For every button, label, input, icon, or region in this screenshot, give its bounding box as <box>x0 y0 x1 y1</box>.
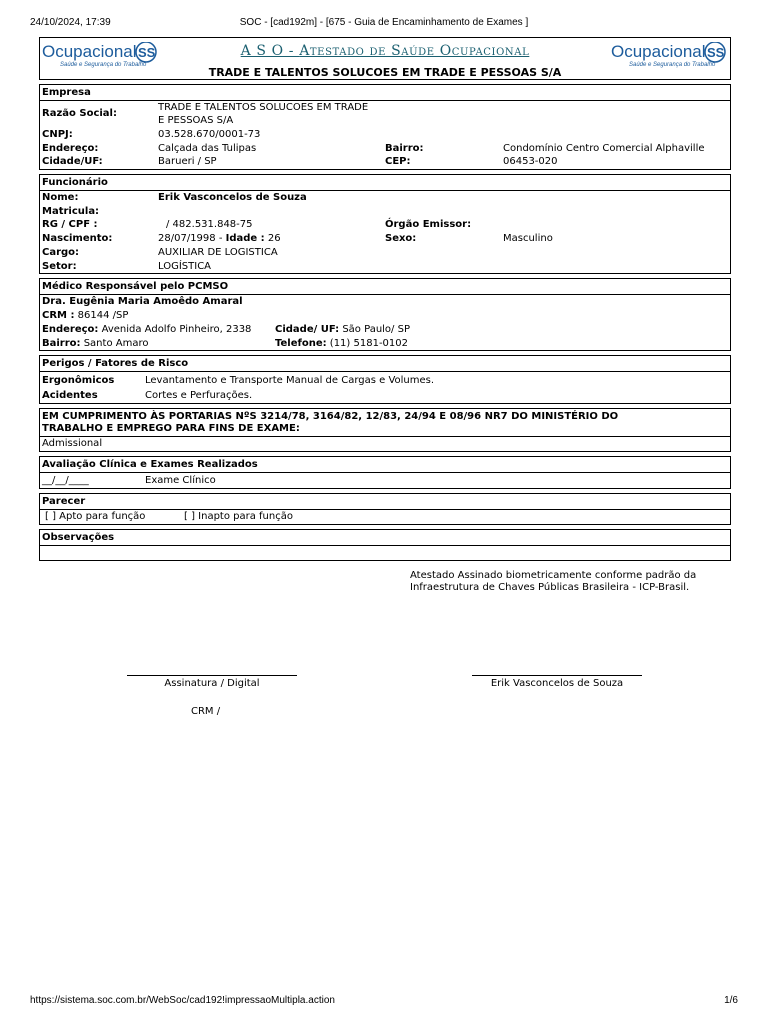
setor-label: Setor: <box>42 260 77 272</box>
crm-value: 86144 /SP <box>74 309 129 321</box>
cargo-value: AUXILIAR DE LOGISTICA <box>158 246 278 258</box>
apto-checkbox[interactable]: [ ] Apto para função <box>45 511 146 523</box>
signature-line-right <box>472 675 642 676</box>
cnpj-label: CNPJ: <box>42 129 73 140</box>
risk-value: Levantamento e Transporte Manual de Cargas e Volumes. <box>145 375 435 387</box>
medico-bairro-label: Bairro: <box>42 337 81 349</box>
medico-bairro <box>42 337 148 351</box>
funcionario-section <box>39 174 731 274</box>
rg-cpf-label: RG / CPF : <box>42 219 98 231</box>
perigos-section <box>39 355 731 404</box>
crm-field <box>42 309 128 323</box>
medico-cidade <box>275 323 410 337</box>
print-header <box>30 17 738 28</box>
risk-label: Ergonômicos <box>42 375 115 387</box>
icp-brasil-note: Atestado Assinado biometricamente conforme padrão da Infraestrutura de Chaves Públicas Brasileira - ICP-Brasil. <box>410 570 697 593</box>
sexo-label: Sexo: <box>385 233 417 245</box>
medico-endereco-value: Avenida Adolfo Pinheiro, 2338 <box>98 323 252 335</box>
medico-telefone-value: (11) 5181-0102 <box>326 337 409 349</box>
document-header <box>39 37 731 80</box>
medico-nome: Dra. Eugênia Maria Amoêdo Amaral <box>42 296 243 308</box>
inapto-checkbox[interactable]: [ ] Inapto para função <box>184 511 293 523</box>
observacoes-field[interactable] <box>40 546 730 560</box>
exam-date: __/__/____ <box>42 475 89 487</box>
medico-endereco-label: Endereço: <box>42 323 99 335</box>
cnpj-value: 03.528.670/0001-73 <box>158 129 261 140</box>
razao-social-label: Razão Social: <box>42 108 117 119</box>
logo-badge: SS <box>707 45 725 60</box>
portarias-section <box>39 408 731 452</box>
medico-cidade-value: São Paulo/ SP <box>339 323 410 335</box>
idade-label: Idade : <box>225 233 265 245</box>
empresa-heading: Empresa <box>40 85 730 101</box>
matricula-label: Matricula: <box>42 205 100 217</box>
medico-section <box>39 278 731 351</box>
nascimento-label: Nascimento: <box>42 233 113 245</box>
medico-telefone <box>275 337 408 351</box>
funcionario-heading: Funcionário <box>40 175 730 191</box>
bairro-value: Condomínio Centro Comercial Alphaville <box>503 142 705 154</box>
nascimento-value: 28/07/1998 - Idade : 26 <box>158 233 281 245</box>
risk-item <box>40 388 730 403</box>
nome-label: Nome: <box>42 192 79 204</box>
endereco-value: Calçada das Tulipas <box>158 142 257 154</box>
risk-item <box>40 373 730 388</box>
avaliacao-section <box>39 456 731 489</box>
bairro-label: Bairro: <box>385 142 424 154</box>
logo-tagline: Saúde e Segurança do Trabalho <box>629 62 716 68</box>
risk-value: Cortes e Perfurações. <box>145 390 253 402</box>
print-url[interactable]: https://sistema.soc.com.br/WebSoc/cad192!impressaoMultipla.action <box>30 995 335 1006</box>
avaliacao-heading: Avaliação Clínica e Exames Realizados <box>40 457 730 473</box>
logo-wordmark: Ocupacional <box>611 42 706 61</box>
portarias-heading: EM CUMPRIMENTO ÀS PORTARIAS NºS 3214/78, 3164/82, 12/83, 24/94 E 08/96 NR7 DO MINISTÉRIO DO TRABALHO E EMPREGO PARA FINS DE EXAME: <box>40 409 730 437</box>
print-title: SOC - [cad192m] - [675 - Guia de Encaminhamento de Exames ] <box>239 17 529 28</box>
razao-social-value: TRADE E TALENTOS SOLUCOES EM TRADE E PESSOAS S/A <box>158 102 369 126</box>
parecer-section <box>39 493 731 525</box>
empresa-section <box>39 84 731 170</box>
page-number: 1/6 <box>724 995 738 1006</box>
crm-label: CRM : <box>42 309 75 321</box>
idade-value: 26 <box>264 233 281 245</box>
parecer-heading: Parecer <box>40 494 730 510</box>
logo-badge: SS <box>138 45 156 60</box>
medico-endereco <box>42 323 251 337</box>
nome-value: Erik Vasconcelos de Souza <box>158 192 307 204</box>
medico-telefone-label: Telefone: <box>275 337 327 349</box>
setor-value: LOGÍSTICA <box>158 260 212 272</box>
observacoes-section <box>39 529 731 561</box>
observacoes-heading: Observações <box>40 530 730 546</box>
medico-cidade-label: Cidade/ UF: <box>275 323 340 335</box>
signature-left-crm: CRM / <box>191 706 221 717</box>
perigos-heading: Perigos / Fatores de Risco <box>40 356 730 372</box>
signature-left-label: Assinatura / Digital <box>164 678 260 689</box>
signature-line-left <box>127 675 297 676</box>
medico-bairro-value: Santo Amaro <box>80 337 149 349</box>
risk-label: Acidentes <box>42 390 98 402</box>
logo-tagline: Saúde e Segurança do Trabalho <box>60 62 147 68</box>
logo-wordmark: Ocupacional <box>42 42 137 61</box>
endereco-label: Endereço: <box>42 142 99 154</box>
cep-value: 06453-020 <box>503 156 558 168</box>
print-datetime: 24/10/2024, 17:39 <box>30 17 111 28</box>
aso-document <box>39 37 731 565</box>
cep-label: CEP: <box>385 156 411 168</box>
exam-name: Exame Clínico <box>145 475 216 487</box>
medico-heading: Médico Responsável pelo PCMSO <box>40 279 730 295</box>
cidade-label: Cidade/UF: <box>42 156 103 168</box>
print-footer <box>30 995 738 1006</box>
ocupacional-logo-right <box>611 42 727 68</box>
aso-title-text: Atestado de Saúde Ocupacional <box>299 43 530 59</box>
company-title: TRADE E TALENTOS SOLUCOES EM TRADE E PESSOAS S/A <box>208 66 562 79</box>
exam-type-value: Admissional <box>42 438 103 450</box>
orgao-emissor-label: Órgão Emissor: <box>385 219 472 231</box>
cidade-value: Barueri / SP <box>158 156 217 168</box>
signature-right-label: Erik Vasconcelos de Souza <box>490 678 624 689</box>
rg-cpf-value: / 482.531.848-75 <box>166 219 253 231</box>
aso-title: A S O - Atestado de Saúde Ocupacional <box>240 43 530 59</box>
sexo-value: Masculino <box>503 233 553 245</box>
cargo-label: Cargo: <box>42 246 80 258</box>
